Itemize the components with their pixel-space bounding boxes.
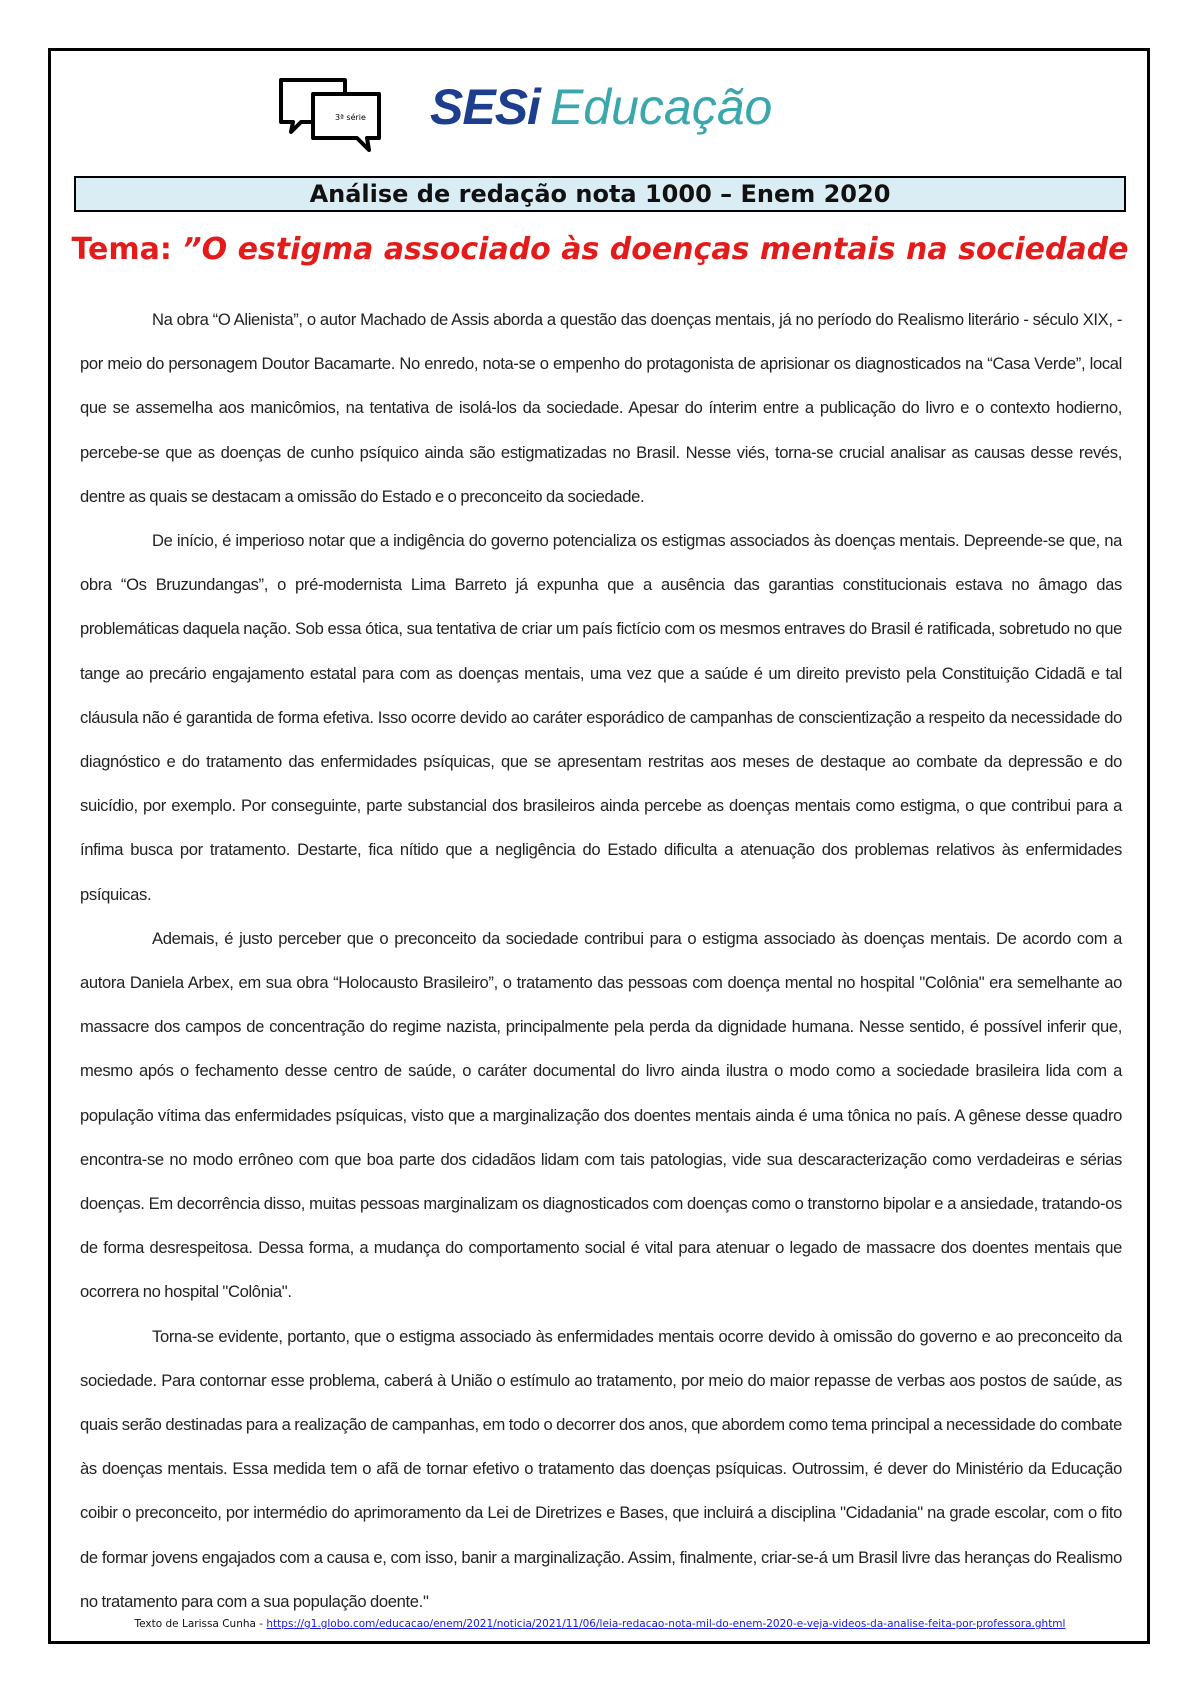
source-link[interactable]: https://g1.globo.com/educacao/enem/2021/noticia/2021/11/06/leia-redacao-nota-mil-do-enem-2020-e-veja-videos-da-analise-feita-por-professora.ghtml bbox=[266, 1618, 1066, 1630]
credit-author: Texto de Larissa Cunha - bbox=[134, 1618, 267, 1630]
essay-paragraph: Torna-se evidente, portanto, que o estigma associado às enfermidades mentais ocorre devido à omissão do governo e ao preconceito da sociedade. Para contornar esse problema, caberá à União o estímulo ao tratamento, por meio do maior repasse de verbas aos postos de saúde, as quais serão destinadas para a realização de campanhas, em todo o decorrer dos anos, que abordem como tema principal a necessidade do combate às doenças mentais. Essa medida tem o afã de tornar efetivo o tratamento das doenças psíquicas. Outrossim, é dever do Ministério da Educação coibir o preconceito, por intermédio do aprimoramento da Lei de Diretrizes e Bases, que incluirá a disciplina "Cidadania" na grade escolar, com o fito de formar jovens engajados com a causa e, com isso, banir a marginalização. Assim, finalmente, criar-se-á um Brasil livre das heranças do Realismo no tratamento para com a sua população doente." bbox=[80, 1326, 1122, 1611]
theme-label: Tema: bbox=[71, 232, 172, 267]
source-credit bbox=[60, 1618, 1140, 1630]
essay-paragraph: De início, é imperioso notar que a indigência do governo potencializa os estigmas associados às doenças mentais. Depreende-se que, na obra “Os Bruzundangas”, o pré-modernista Lima Barreto já expunha que a ausência das garantias constitucionais estava no âmago das problemáticas daquela nação. Sob essa ótica, sua tentativa de criar um país fictício com os mesmos entraves do Brasil é ratificada, sobretudo no que tange ao precário engajamento estatal para com as doenças mentais, uma vez que a saúde é um direito previsto pela Constituição Cidadã e tal cláusula não é garantida de forma efetiva. Isso ocorre devido ao caráter esporádico de campanhas de conscientização a respeito da necessidade do diagnóstico e do tratamento das enfermidades psíquicas, que se apresentam restritas aos meses de destaque ao combate da depressão e do suicídio, por exemplo. Por conseguinte, parte substancial dos brasileiros ainda percebe as doenças mentais como estigma, o que contribui para a ínfima busca por tratamento. Destarte, fica nítido que a negligência do Estado dificulta a atenuação dos problemas relativos às enfermidades psíquicas. bbox=[80, 531, 1122, 904]
sesi-educacao-logo bbox=[430, 78, 772, 136]
brand-educacao: Educação bbox=[549, 79, 773, 135]
brand-sesi: SESi bbox=[430, 79, 540, 135]
essay-paragraph: Na obra “O Alienista”, o autor Machado de Assis aborda a questão das doenças mentais, já no período do Realismo literário - século XIX, - por meio do personagem Doutor Bacamarte. No enredo, nota-se o empenho do protagonista de aprisionar os diagnosticados na “Casa Verde”, local que se assemelha aos manicômios, na tentativa de isolá-los da sociedade. Apesar do ínterim entre a publicação do livro e o contexto hodierno, percebe-se que as doenças de cunho psíquico ainda são estigmatizadas no Brasil. Nesse viés, torna-se crucial analisar as causas desse revés, dentre as quais se destacam a omissão do Estado e o preconceito da sociedade. bbox=[80, 310, 1122, 506]
page-title: Análise de redação nota 1000 – Enem 2020 bbox=[74, 176, 1126, 212]
essay-paragraph: Ademais, é justo perceber que o preconceito da sociedade contribui para o estigma associado às doenças mentais. De acordo com a autora Daniela Arbex, em sua obra “Holocausto Brasileiro”, o tratamento das pessoas com doença mental no hospital "Colônia" era semelhante ao massacre dos campos de concentração do regime nazista, principalmente pela perda da dignidade humana. Nesse sentido, é possível inferir que, mesmo após o fechamento desse centro de saúde, o caráter documental do livro ainda ilustra o modo como a sociedade brasileira lida com a população vítima das enfermidades psíquicas, visto que a marginalização dos doentes mentais ainda é uma tônica no país. A gênese desse quadro encontra-se no modo errôneo com que boa parte dos cidadãos lidam com tais patologias, vide sua descaracterização como verdadeiras e sérias doenças. Em decorrência disso, muitas pessoas marginalizam os diagnosticados com doenças como o transtorno bipolar e a ansiedade, tratando-os de forma desrespeitosa. Dessa forma, a mudança do comportamento social é vital para atenuar o legado de massacre dos doentes mentais que ocorrera no hospital "Colônia". bbox=[80, 928, 1122, 1302]
essay-body bbox=[80, 298, 1122, 1624]
theme-heading bbox=[60, 232, 1140, 267]
header-logo bbox=[275, 76, 795, 156]
bubble-label: 3ª série bbox=[335, 113, 366, 122]
theme-text: ”O estigma associado às doenças mentais na sociedade bbox=[182, 232, 1129, 267]
